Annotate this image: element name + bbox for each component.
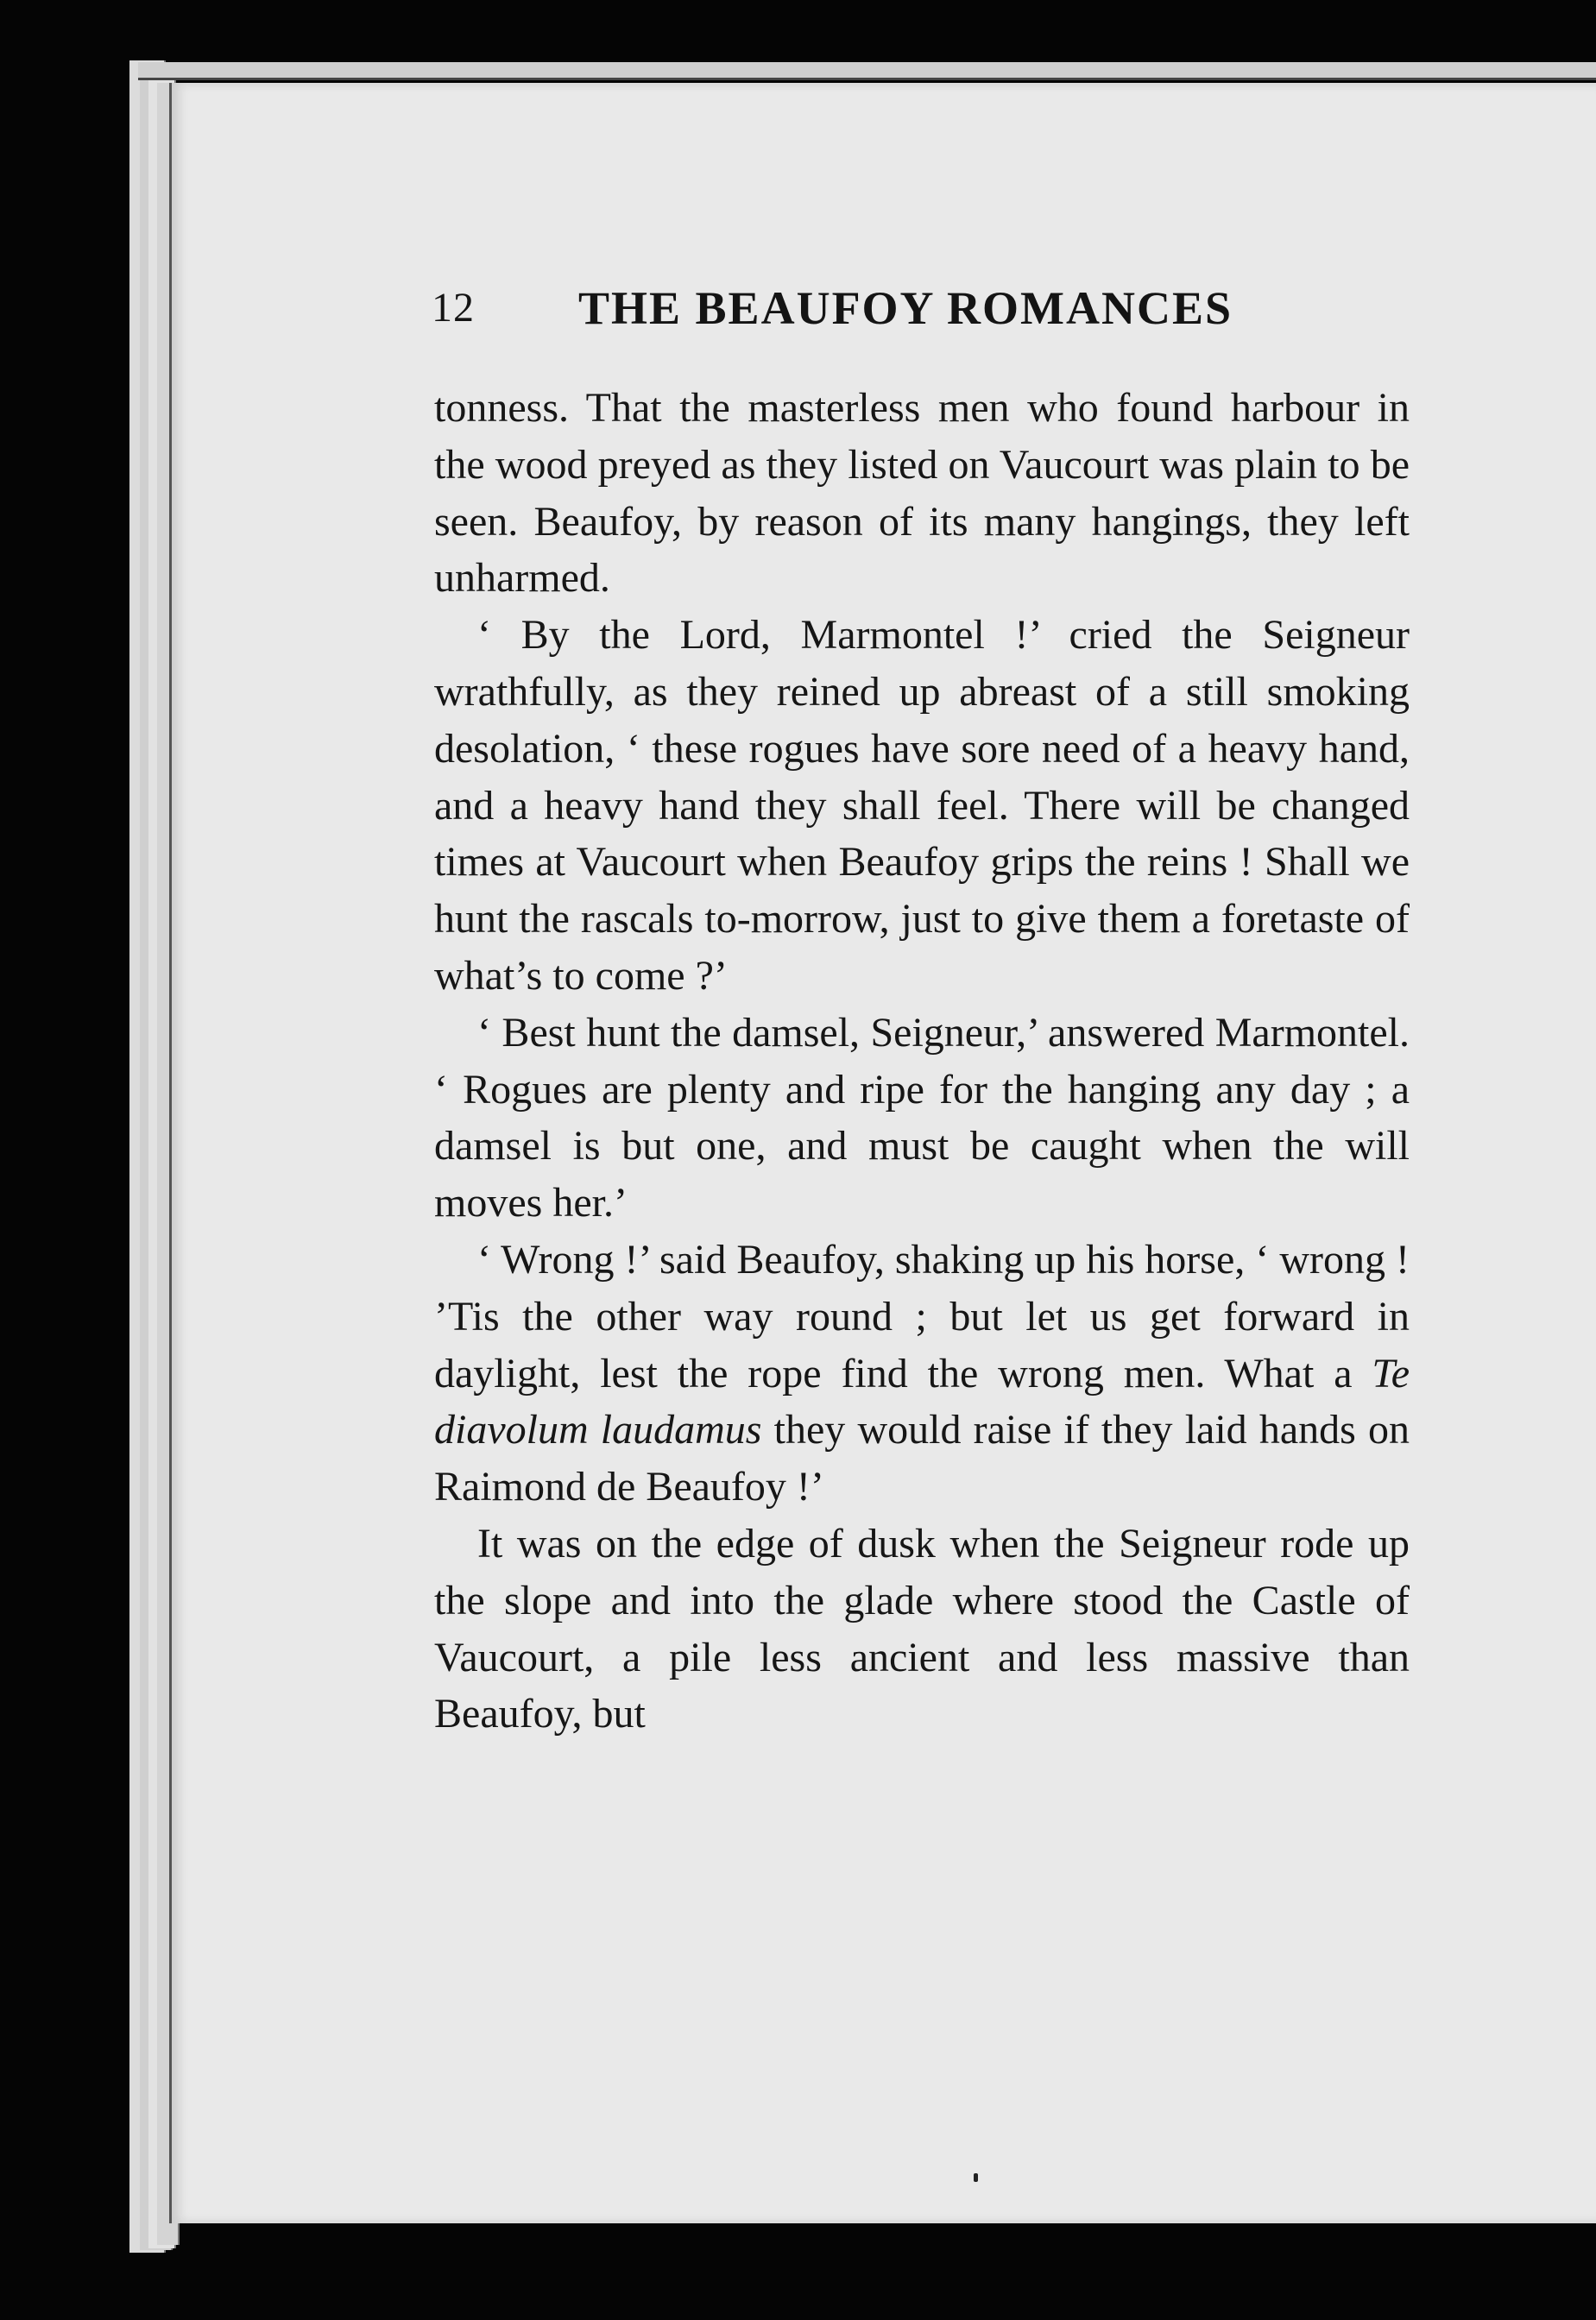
paragraph-1: tonness. That the masterless men who found harbour in the wood preyed as they listed on Vaucourt was plain to be seen. Beaufoy, by reason of its many hangings, they left unharmed.: [434, 385, 1410, 602]
latin-phrase: Te diavolum laudamus: [434, 1350, 1410, 1453]
paragraph-2: ‘ By the Lord, Marmontel !’ cried the Seigneur wrathfully, as they reined up abreast of a still smoking desolation, ‘ these rogues have sore need of a heavy hand, and a heavy hand they shall feel. There will be changed times at Vaucourt when Beaufoy grips the reins ! Shall we hunt the rascals to-morrow, just to give them a foretaste of what’s to come ?’: [434, 612, 1410, 999]
paragraph-4: [434, 1232, 1410, 1516]
ink-speck: [974, 2173, 978, 2182]
paragraph-4-end: they would raise if they laid hands on Raimond de Beaufoy !’: [434, 1407, 1410, 1510]
paragraph-5: It was on the edge of dusk when the Seigneur rode up the slope and into the glade where stood the Castle of Vaucourt, a pile less ancient and less massive than Beaufoy, but: [434, 1520, 1410, 1737]
running-head: [432, 278, 1407, 338]
body-text: [434, 380, 1410, 1743]
page-top-edge: [138, 62, 1596, 80]
book-title: THE BEAUFOY ROMANCES: [578, 282, 1233, 334]
paragraph-3: ‘ Best hunt the damsel, Seigneur,’ answered Marmontel. ‘ Rogues are plenty and ripe for the hanging any day ; a damsel is but one, and must be caught when the will moves her.’: [434, 1009, 1410, 1226]
page-number: 12: [432, 285, 475, 331]
paragraph-4-text: ‘ Wrong !’ said Beaufoy, shaking up his horse, ‘ wrong ! ’Tis the other way round ; but let us get forward in daylight, lest the rope find the wrong men. What a: [434, 1236, 1410, 1396]
